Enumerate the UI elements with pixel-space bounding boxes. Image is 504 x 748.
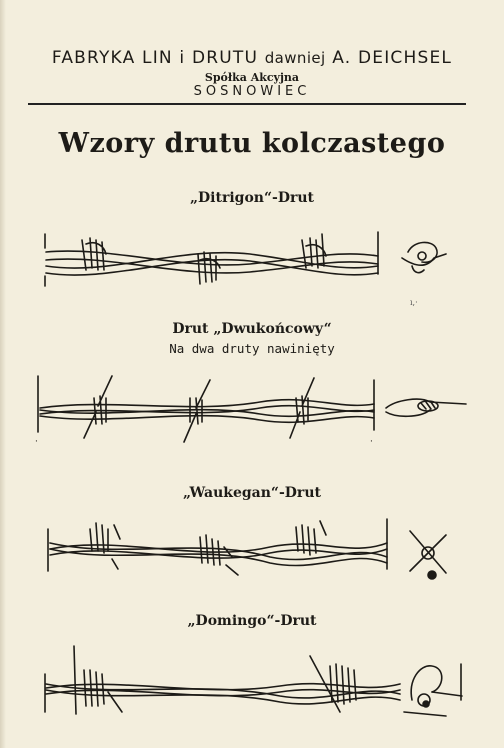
wire-illustration-ditrigon bbox=[0, 226, 504, 296]
wire-illustration-waukegan bbox=[0, 513, 504, 588]
company-name: FABRYKA LIN i DRUTU bbox=[51, 48, 259, 68]
wire-illustration-domingo bbox=[0, 640, 504, 726]
margin-mark-2: · bbox=[35, 437, 38, 447]
wire-label-dwukoncowy: Drut „Dwukońcowy“ bbox=[172, 321, 332, 337]
wire-label-ditrigon: „Ditrigon“-Drut bbox=[189, 190, 314, 206]
company-previously: dawniej bbox=[264, 49, 326, 67]
margin-mark-3: · bbox=[370, 437, 373, 447]
company-header bbox=[0, 48, 504, 68]
page-title: Wzory drutu kolczastego bbox=[58, 128, 446, 159]
wire-illustration-dwukoncowy bbox=[0, 372, 504, 452]
wire-sublabel-dwukoncowy: Na dwa druty nawinięty bbox=[169, 341, 335, 356]
company-legal-form: Spółka Akcyjna bbox=[204, 71, 300, 84]
header-divider bbox=[28, 103, 466, 105]
company-city: SOSNOWIEC bbox=[193, 84, 311, 99]
wire-label-domingo: „Domingo“-Drut bbox=[187, 613, 317, 629]
company-founder: A. DEICHSEL bbox=[332, 48, 453, 68]
margin-mark-1: ı,· bbox=[410, 298, 418, 307]
wire-label-waukegan: „Waukegan“-Drut bbox=[183, 485, 321, 501]
